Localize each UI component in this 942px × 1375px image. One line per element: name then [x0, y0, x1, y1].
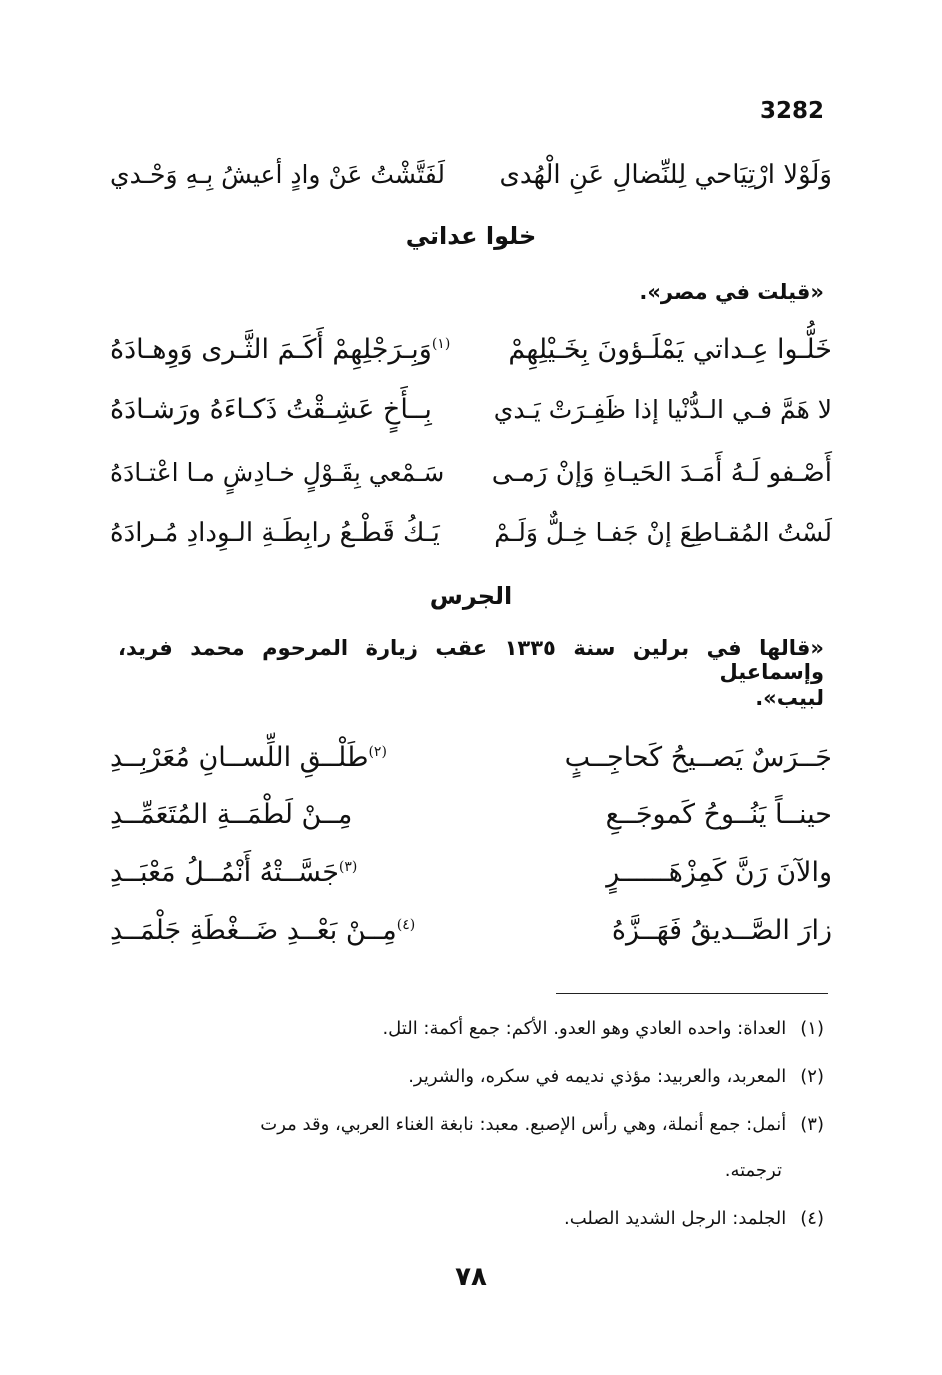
opening-verse: [110, 150, 832, 200]
verse-first-hemistich: حينــاً يَنُــوحُ كَموجَــعِ: [605, 799, 832, 830]
verse-first-hemistich: والآنَ رَنَّ كَمِزْهَــــــرٍ: [606, 857, 832, 888]
verse-second-hemistich: بِــأَخٍ عَشِـقْتُ ذَكـاءَهُ ورَشـادَهُ: [110, 394, 432, 425]
verse-second-hemistich: [110, 325, 450, 375]
verse-second-hemistich: [110, 906, 415, 956]
poem-verse: [110, 848, 832, 898]
verse-second-hemistich: [110, 733, 387, 783]
verse-first-hemistich: لَسْتُ المُقـاطِعَ إنْ جَفـا خِـلٌّ وَلَـمْ: [494, 518, 832, 547]
section-note: «قالها في برلين سنة ١٣٣٥ عقب زيارة المرحوم محمد فريد، وإسماعيل: [118, 636, 824, 684]
footnote-4: [118, 1208, 824, 1229]
footnote-number: (٣): [800, 1114, 824, 1135]
verse-second-hemistich: يَـكُ قَطْـعُ رابِطَـةِ الـوِدادِ مُـرادَهُ: [110, 518, 440, 548]
footnote-separator: [556, 993, 828, 994]
footnote-marker: (٢): [368, 744, 387, 760]
poem-verse: [110, 906, 832, 956]
footnote-text: العداة: واحده العادي وهو العدو. الأكم: جمع أكمة: التل.: [382, 1018, 787, 1039]
footnote-marker: (١): [431, 336, 451, 352]
footnote-3-continuation: ترجمته.: [724, 1160, 782, 1181]
verse-second-hemistich: [110, 848, 357, 898]
poem-verse: [110, 733, 832, 783]
verse-first-hemistich: وَلَوْلا ارْتِيَاحي لِلنِّضالِ عَنِ الْهُدى: [499, 160, 832, 190]
footnote-number: (٢): [800, 1066, 824, 1087]
footnote-marker: (٣): [338, 859, 358, 875]
poem-verse: [110, 508, 832, 558]
verse-first-hemistich: جَــرَسٌ يَصــيحُ كَحاجِــبٍ: [564, 742, 832, 773]
footnote-2: [118, 1066, 824, 1087]
section-note: «قيلت في مصر».: [639, 280, 824, 304]
verse-first-hemistich: أَصْـفو لَـهُ أَمَـدَ الحَيـاةِ وَإنْ رَمـى: [491, 458, 832, 488]
page-number-top: 3282: [759, 98, 824, 124]
footnote-marker: (٤): [396, 917, 416, 933]
poem-verse: [110, 448, 832, 498]
section-title-al-jaras: الجرس: [429, 582, 513, 610]
footnote-text: المعربد، والعربيد: مؤذي نديمه في سكره، والشرير.: [408, 1066, 787, 1087]
verse-second-text: طَلْــقِ اللِّســانِ مُعَرْبِــدِ: [110, 742, 369, 773]
verse-first-hemistich: لا هَمَّ فـي الـدُّنْيا إذا ظَفِـرَتْ يَـدي: [493, 395, 832, 424]
verse-first-hemistich: زارَ الصَّــديقُ فَهَــزَّهُ: [611, 915, 832, 946]
verse-second-text: جَسَّــتْهُ أَنْمُــلُ مَعْبَــدِ: [110, 857, 339, 888]
section-title-khallu-udati: خلوا عداتي: [405, 222, 537, 250]
section-note-continuation: لبيب».: [755, 686, 824, 710]
verse-second-hemistich: لَفَتَّشْتُ عَنْ وادٍ أعيشُ بِـهِ وَحْـدي: [110, 160, 445, 189]
footnote-number: (٤): [800, 1208, 824, 1229]
verse-first-hemistich: خَلُّـوا عِـداتي يَمْلَـؤونَ بِخَـيْلِهِمْ: [508, 334, 832, 365]
verse-second-text: وَبِـرَجْلِهِمْ أَكَـمَ الثَّـرى وَوِهـادَهُ: [110, 334, 432, 365]
footnote-number: (١): [800, 1018, 824, 1039]
poem-verse: [110, 790, 832, 840]
footnote-3: [118, 1114, 824, 1135]
verse-second-text: مِــنْ بَعْــدِ ضَــغْطَةِ جَلْمَــدِ: [110, 915, 397, 946]
footnote-text: الجلمد: الرجل الشديد الصلب.: [564, 1208, 787, 1229]
verse-second-hemistich: مِــنْ لَطْمَــةِ المُتَعَمِّــدِ: [110, 799, 353, 830]
verse-second-hemistich: سَـمْعي بِقَـوْلٍ خـادِشٍ مـا اعْتـادَهُ: [110, 458, 445, 487]
footnote-1: [118, 1018, 824, 1039]
poem-verse: [110, 385, 832, 435]
page-number-bottom: ٧٨: [455, 1262, 487, 1292]
footnote-text: أنمل: جمع أنملة، وهي رأس الإصبع. معبد: نابغة الغناء العربي، وقد مرت: [260, 1114, 787, 1135]
poem-verse: [110, 325, 832, 375]
